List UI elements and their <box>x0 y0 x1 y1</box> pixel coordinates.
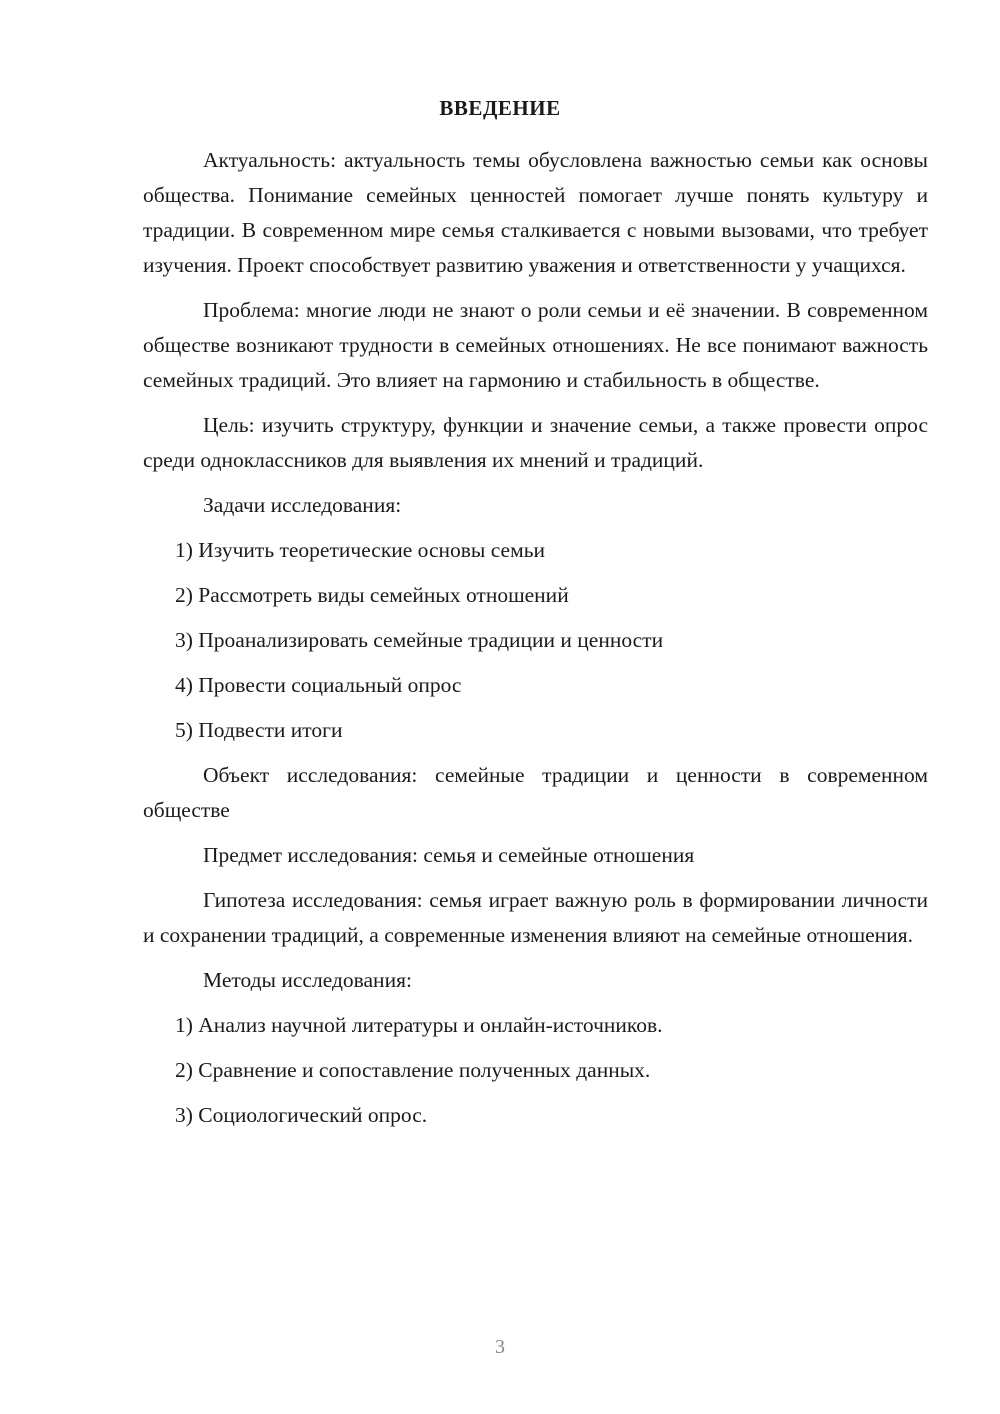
object-paragraph: Объект исследования: семейные традиции и ценности в современном обществе <box>143 763 928 822</box>
methods-heading: Методы исследования: <box>203 968 412 992</box>
goal-paragraph: Цель: изучить структуру, функции и значение семьи, а также провести опрос среди одноклассников для выявления их мнений и традиций. <box>143 413 928 472</box>
methods-list <box>143 1008 928 1133</box>
problem-paragraph: Проблема: многие люди не знают о роли семьи и её значении. В современном обществе возникают трудности в семейных отношениях. Не все понимают важность семейных традиций. Это влияет на гармонию и стабильность в обществе. <box>143 298 928 392</box>
page-title: ВВЕДЕНИЕ <box>439 96 561 120</box>
list-item: 3) Проанализировать семейные традиции и ценности <box>175 628 664 652</box>
tasks-list <box>143 533 928 748</box>
document-body <box>143 143 928 1143</box>
list-item: 4) Провести социальный опрос <box>175 673 462 697</box>
list-item: 5) Подвести итоги <box>175 718 343 742</box>
list-item: 2) Сравнение и сопоставление полученных данных. <box>175 1058 651 1082</box>
list-item: 3) Социологический опрос. <box>175 1103 428 1127</box>
list-item: 1) Изучить теоретические основы семьи <box>175 538 546 562</box>
list-item: 1) Анализ научной литературы и онлайн-источников. <box>175 1013 663 1037</box>
tasks-heading: Задачи исследования: <box>203 493 402 517</box>
list-item: 2) Рассмотреть виды семейных отношений <box>175 583 569 607</box>
hypothesis-paragraph: Гипотеза исследования: семья играет важную роль в формировании личности и сохранении традиций, а современные изменения влияют на семейные отношения. <box>143 888 928 947</box>
subject-paragraph: Предмет исследования: семья и семейные отношения <box>203 843 695 867</box>
page-number: 3 <box>495 1336 505 1358</box>
relevance-paragraph: Актуальность: актуальность темы обусловлена важностью семьи как основы общества. Понимание семейных ценностей помогает лучше понять культуру и традиции. В современном мире семья сталкивается с новыми вызовами, что требует изучения. Проект способствует развитию уважения и ответственности у учащихся. <box>143 148 928 277</box>
